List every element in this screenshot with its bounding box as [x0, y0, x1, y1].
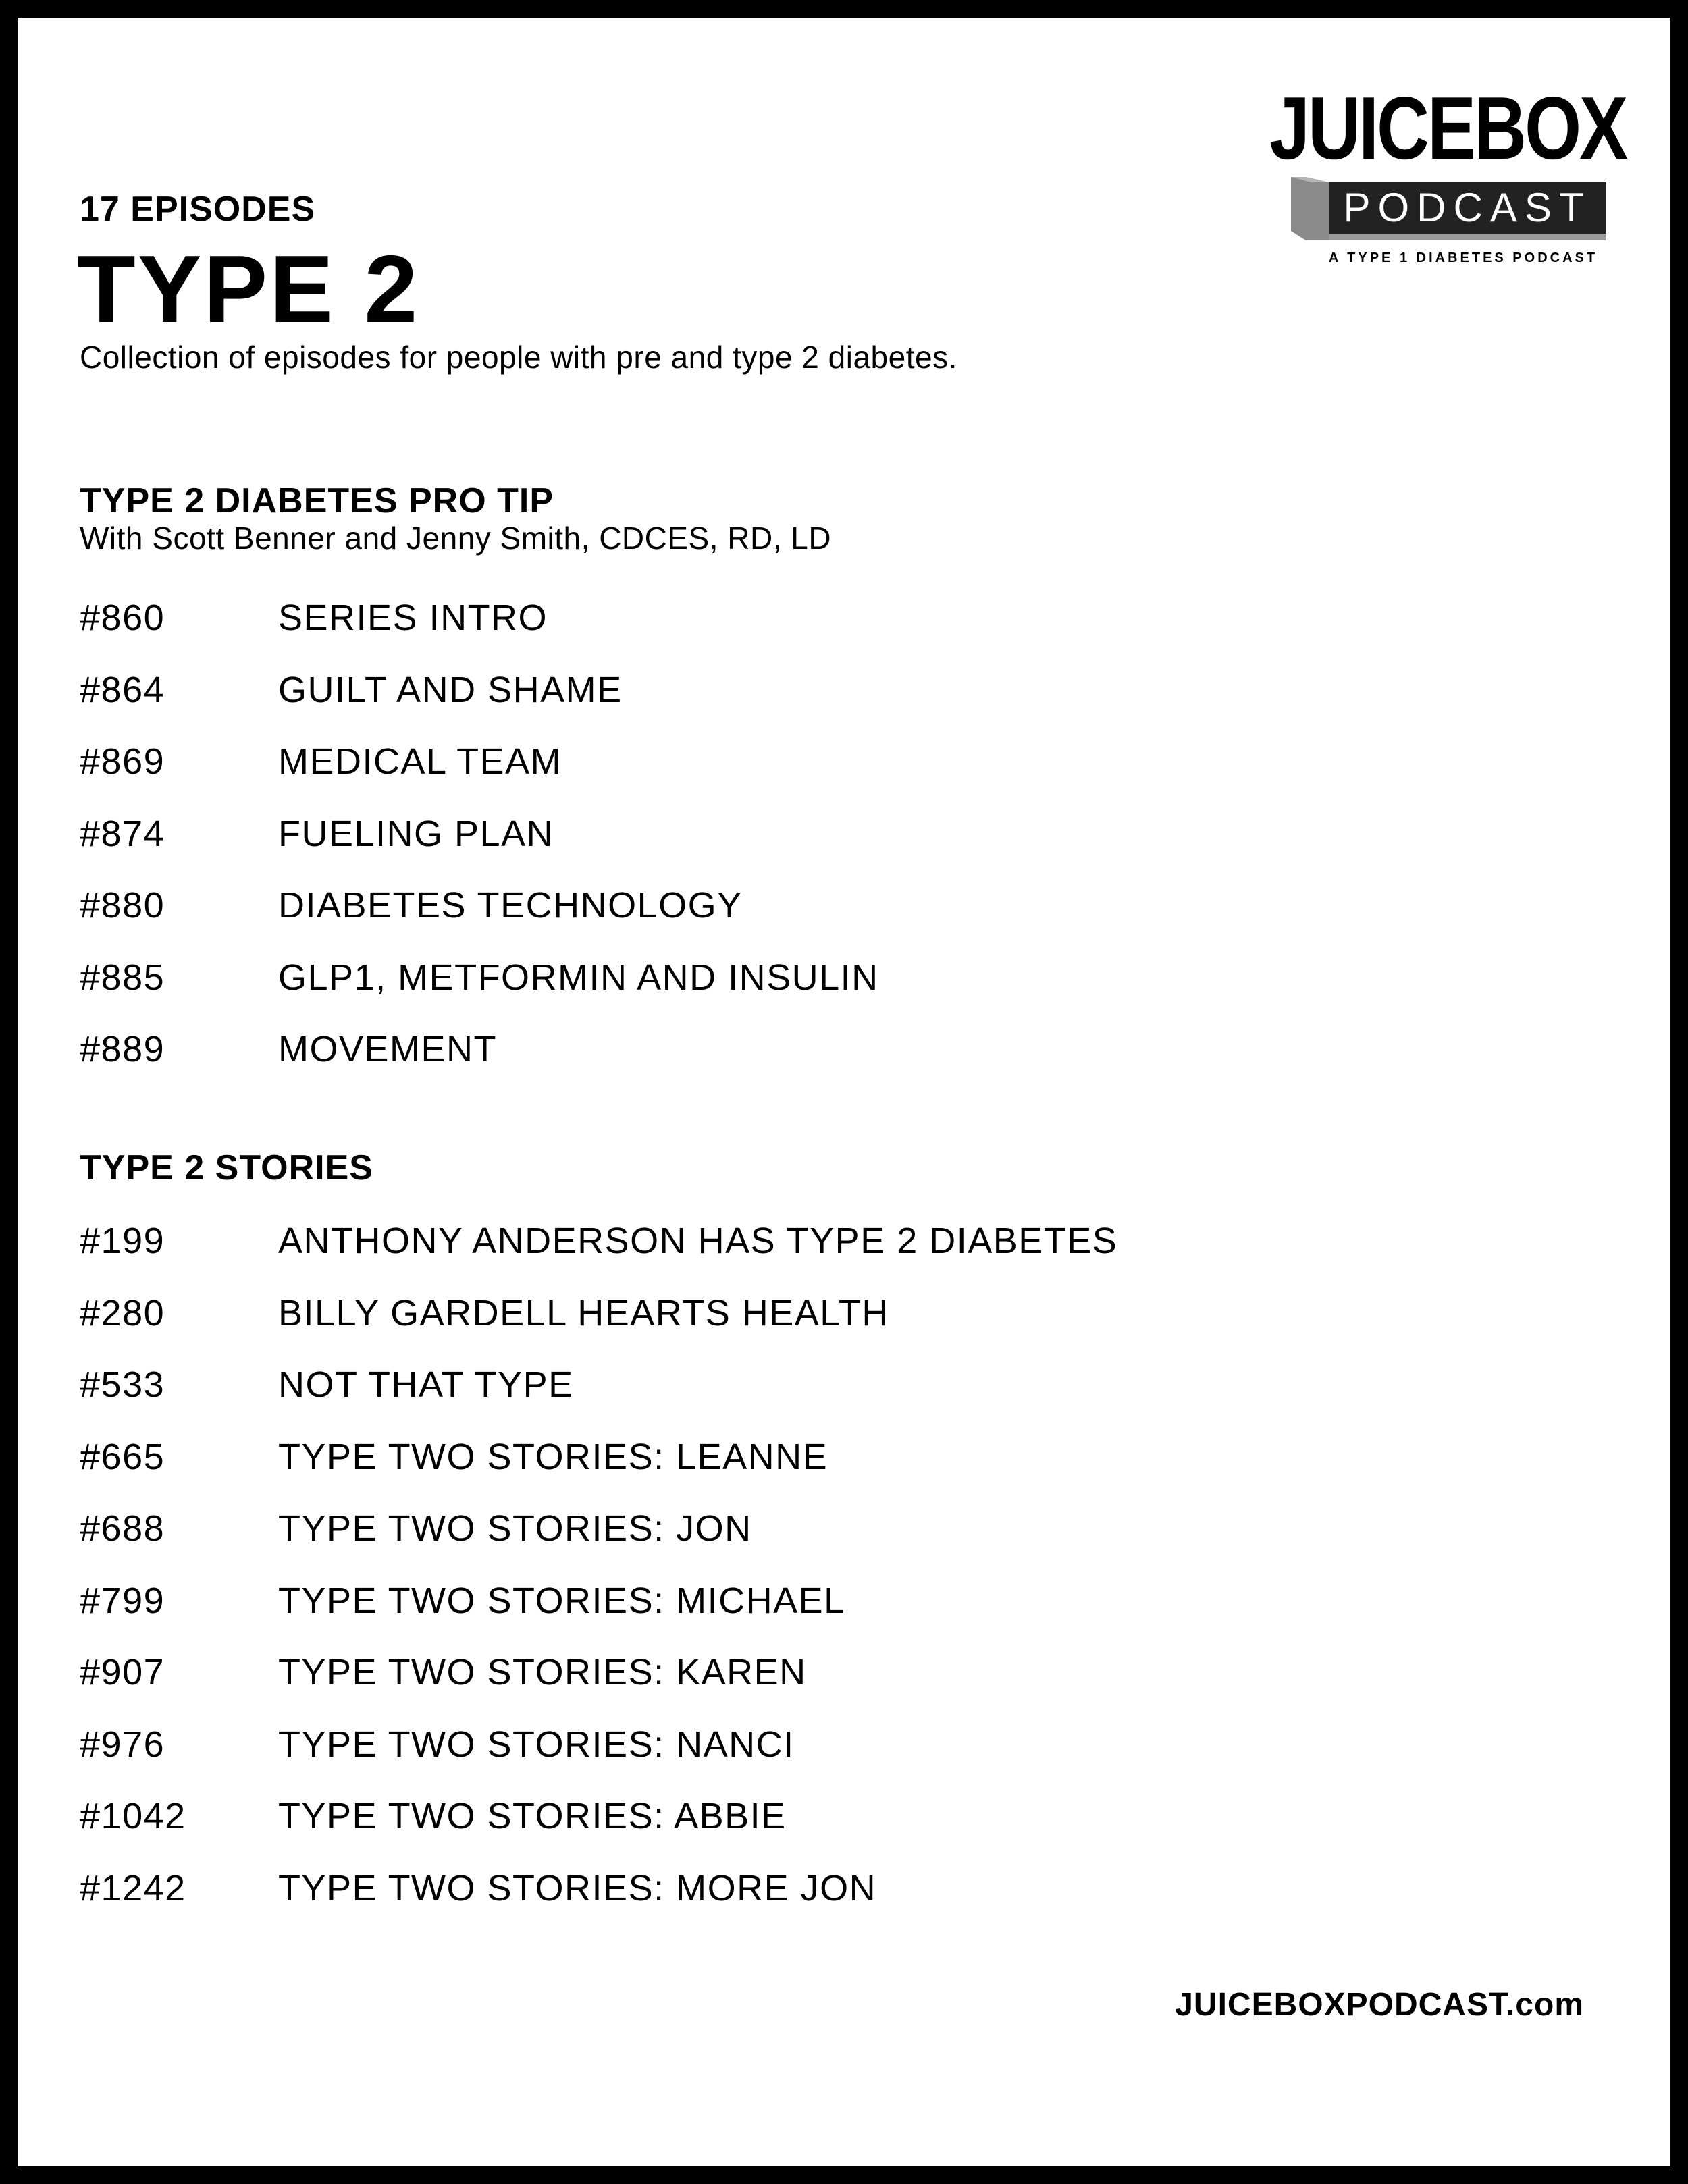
episode-row [80, 1582, 1117, 1655]
episode-number: #907 [80, 1652, 165, 1693]
episode-number: #280 [80, 1292, 165, 1333]
episode-row [80, 1366, 1117, 1439]
episode-title: NOT THAT TYPE [278, 1364, 574, 1405]
episode-row [80, 1798, 1117, 1870]
episode-number: #665 [80, 1436, 165, 1477]
page-description: Collection of episodes for people with pre and type 2 diabetes. [80, 340, 957, 375]
episode-number: #885 [80, 957, 165, 998]
episode-title: TYPE TWO STORIES: NANCI [278, 1724, 795, 1765]
episode-title: BILLY GARDELL HEARTS HEALTH [278, 1292, 889, 1333]
juicebox-podcast-logo [1269, 78, 1627, 279]
episode-title: TYPE TWO STORIES: MICHAEL [278, 1580, 845, 1621]
episode-number: #199 [80, 1221, 165, 1261]
episode-title: FUELING PLAN [278, 813, 554, 854]
episode-count: 17 EPISODES [80, 190, 316, 229]
episode-row [80, 1867, 1117, 1942]
episode-row [80, 1031, 879, 1103]
episode-row [80, 1436, 1117, 1511]
episode-title: TYPE TWO STORIES: LEANNE [278, 1436, 828, 1477]
episode-number: #976 [80, 1724, 165, 1765]
episode-title: GLP1, METFORMIN AND INSULIN [278, 957, 879, 998]
episode-number: #688 [80, 1508, 165, 1549]
site-url: JUICEBOXPODCAST.com [1175, 1987, 1584, 2023]
episode-title: MOVEMENT [278, 1029, 498, 1069]
episode-row [80, 597, 879, 672]
logo-podcast-box [1291, 177, 1608, 240]
episode-number: #889 [80, 1029, 165, 1069]
episode-title: SERIES INTRO [278, 597, 548, 638]
logo-podcast-text: PODCAST [1343, 185, 1591, 230]
episode-title: TYPE TWO STORIES: ABBIE [278, 1796, 787, 1836]
episode-row [80, 743, 879, 816]
episode-row [80, 1292, 1117, 1367]
section-subtitle-pro-tip: With Scott Benner and Jenny Smith, CDCES, RD, LD [80, 521, 832, 556]
page-title: TYPE 2 [77, 236, 420, 343]
logo-wordmark: JUICEBOX [1269, 78, 1627, 178]
episode-row [80, 1726, 1117, 1799]
episode-title: DIABETES TECHNOLOGY [278, 885, 743, 926]
episode-title: TYPE TWO STORIES: KAREN [278, 1652, 807, 1693]
episode-number: #874 [80, 813, 165, 854]
episode-row [80, 959, 879, 1032]
episode-title: TYPE TWO STORIES: JON [278, 1508, 752, 1549]
episode-number: #1042 [80, 1796, 186, 1836]
episode-list-stories [80, 1223, 1117, 1942]
episode-row [80, 669, 879, 744]
episode-number: #869 [80, 741, 165, 782]
episode-row [80, 1510, 1117, 1582]
episode-number: #1242 [80, 1867, 186, 1909]
section-title-stories: TYPE 2 STORIES [80, 1148, 373, 1188]
episode-number: #799 [80, 1580, 165, 1621]
episode-number: #533 [80, 1364, 165, 1405]
episode-number: #860 [80, 597, 165, 638]
episode-row [80, 1654, 1117, 1726]
episode-title: TYPE TWO STORIES: MORE JON [278, 1867, 877, 1909]
logo-tagline: A TYPE 1 DIABETES PODCAST [1328, 250, 1598, 265]
episode-list-pro-tip [80, 597, 879, 1103]
section-title-pro-tip: TYPE 2 DIABETES PRO TIP [80, 481, 554, 521]
episode-row [80, 813, 879, 888]
episode-row [80, 1223, 1117, 1295]
episode-number: #864 [80, 669, 165, 710]
episode-row [80, 887, 879, 959]
page [18, 18, 1670, 2166]
episode-title: ANTHONY ANDERSON HAS TYPE 2 DIABETES [278, 1221, 1118, 1261]
episode-title: MEDICAL TEAM [278, 741, 562, 782]
episode-title: GUILT AND SHAME [278, 669, 623, 710]
episode-number: #880 [80, 885, 165, 926]
